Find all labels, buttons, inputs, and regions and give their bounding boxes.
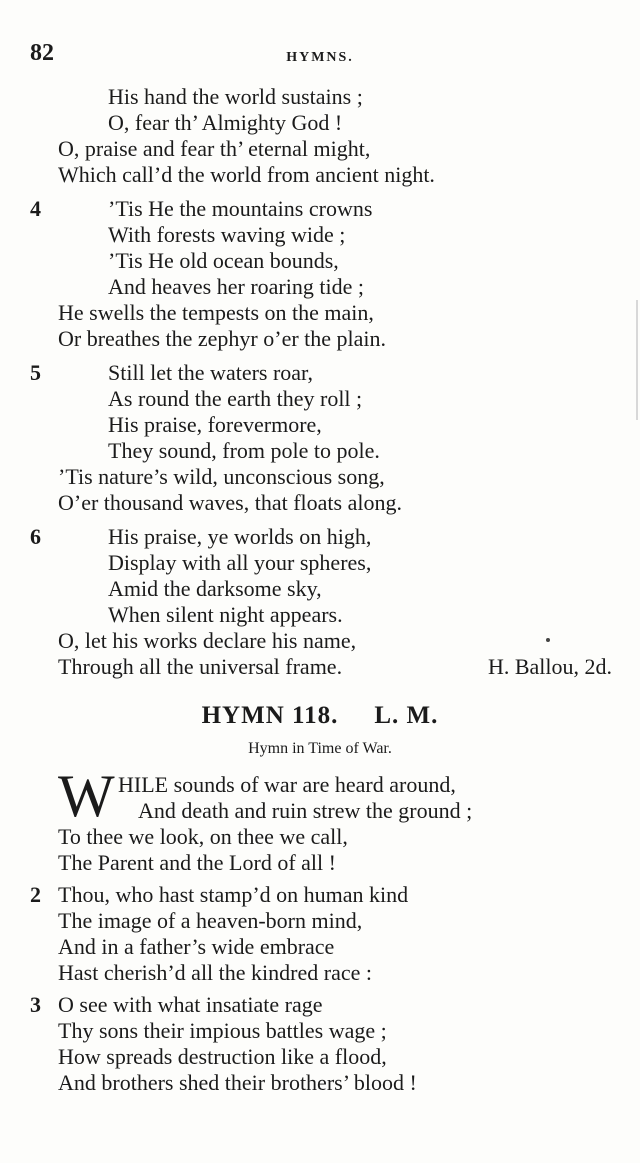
verse-line: O, fear th’ Almighty God ! xyxy=(108,110,343,135)
page-header xyxy=(0,40,640,70)
stanza-number: 3 xyxy=(30,992,41,1017)
verse-line: Amid the darksome sky, xyxy=(108,576,322,601)
stanza-number: 5 xyxy=(30,360,41,385)
verse-line: Through all the universal frame. xyxy=(58,654,343,679)
verse-line: The image of a heaven-born mind, xyxy=(58,908,363,933)
stanza-number: 4 xyxy=(30,196,41,221)
verse-line: ’Tis He old ocean bounds, xyxy=(108,248,339,273)
verse-line: And heaves her roaring tide ; xyxy=(108,274,364,299)
verse-line: His praise, forevermore, xyxy=(108,412,322,437)
verse-line: They sound, from pole to pole. xyxy=(108,438,380,463)
hymn-number: HYMN 118. xyxy=(201,702,339,729)
verse-line: Display with all your spheres, xyxy=(108,550,372,575)
verse-line: O’er thousand waves, that floats along. xyxy=(58,490,402,515)
verse-line: With forests waving wide ; xyxy=(108,222,346,247)
verse-line: Thou, who hast stamp’d on human kind xyxy=(58,882,409,907)
verse-line: How spreads destruction like a flood, xyxy=(58,1044,387,1069)
hymn-meter: L. M. xyxy=(374,702,439,729)
verse-line: His hand the world sustains ; xyxy=(108,84,363,109)
verse-line: Which call’d the world from ancient night. xyxy=(58,162,435,187)
verse-line: And in a father’s wide embrace xyxy=(58,934,335,959)
running-head: HYMNS. xyxy=(286,50,354,65)
page-number: 82 xyxy=(30,40,54,66)
verse-line: As round the earth they roll ; xyxy=(108,386,363,411)
author-attribution: H. Ballou, 2d. xyxy=(487,654,612,679)
verse-line: Still let the waters roar, xyxy=(108,360,314,385)
hymn-title xyxy=(0,702,640,730)
verse-line: To thee we look, on thee we call, xyxy=(58,824,348,849)
verse-line: ’Tis nature’s wild, unconscious song, xyxy=(58,464,385,489)
drop-cap: W xyxy=(58,763,115,829)
verse-line: Or breathes the zephyr o’er the plain. xyxy=(58,326,387,351)
verse-line: He swells the tempests on the main, xyxy=(58,300,374,325)
verse-line: When silent night appears. xyxy=(108,602,343,627)
stanza-number: 2 xyxy=(30,882,41,907)
verse-line: Thy sons their impious battles wage ; xyxy=(58,1018,387,1043)
verse-line: And brothers shed their brothers’ blood ! xyxy=(58,1070,417,1095)
verse-line: ’Tis He the mountains crowns xyxy=(108,196,373,221)
verse-line: HILE sounds of war are heard around, xyxy=(118,772,456,797)
hymn-subtitle: Hymn in Time of War. xyxy=(248,740,392,757)
verse-line: And death and ruin strew the ground ; xyxy=(138,798,473,823)
verse-line: Hast cherish’d all the kindred race : xyxy=(58,960,372,985)
verse-line: O, praise and fear th’ eternal might, xyxy=(58,136,371,161)
verse-line: His praise, ye worlds on high, xyxy=(108,524,372,549)
page-edge-shadow xyxy=(636,300,638,420)
verse-line: O, let his works declare his name, xyxy=(58,628,357,653)
verse-line: The Parent and the Lord of all ! xyxy=(58,850,336,875)
stanza-number: 6 xyxy=(30,524,41,549)
ink-speck xyxy=(546,638,550,642)
verse-line: O see with what insatiate rage xyxy=(58,992,323,1017)
